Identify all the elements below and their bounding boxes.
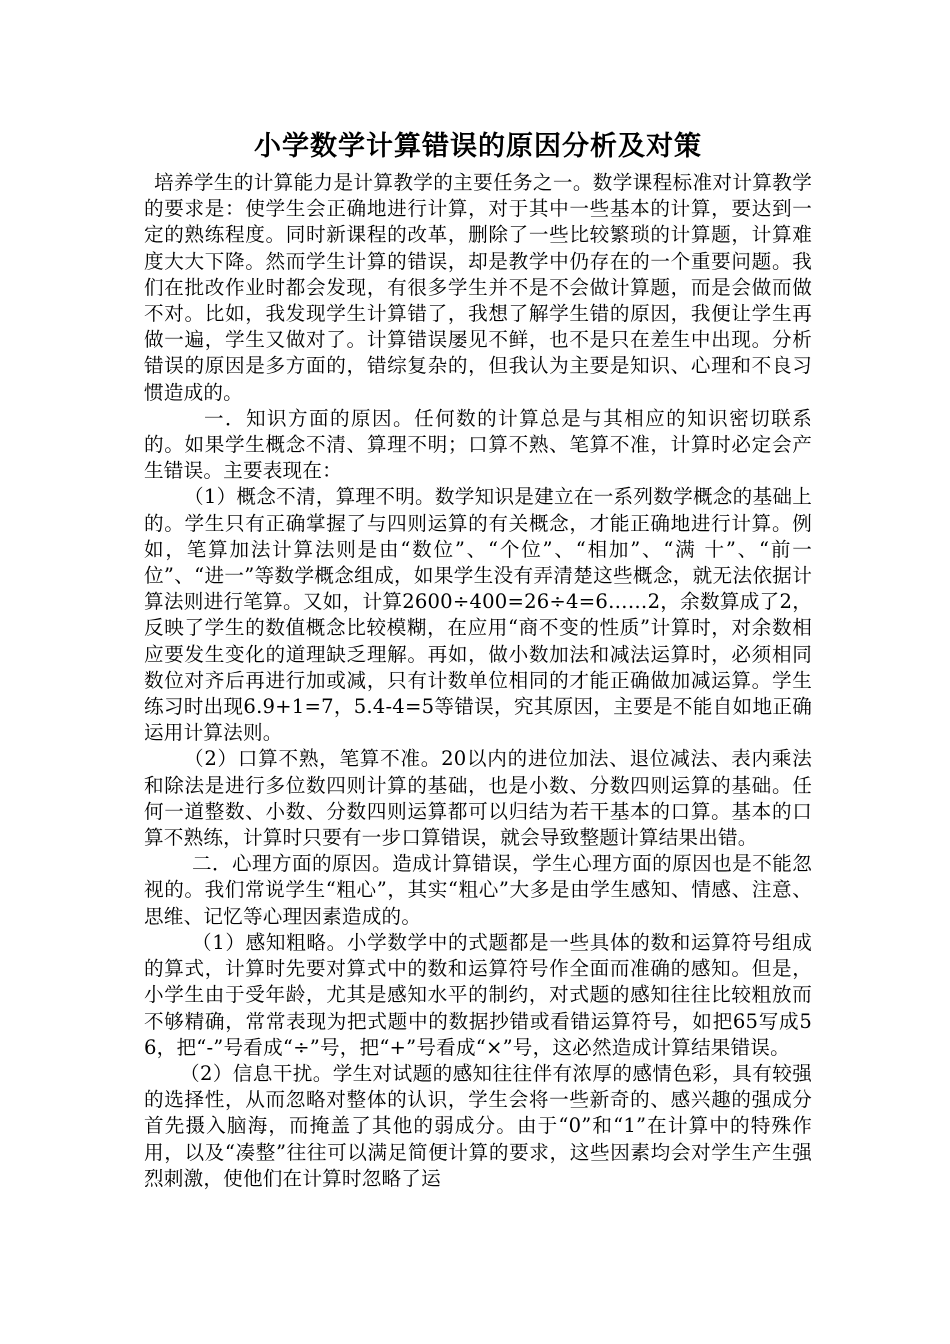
document-page bbox=[144, 128, 812, 1192]
paragraph-section-2: 二．心理方面的原因。造成计算错误，学生心理方面的原因也是不能忽视的。我们常说学生“粗心”，其实“粗心”大多是由学生感知、情感、注意、思维、记忆等心理因素造成的。 bbox=[144, 852, 812, 928]
paragraph-section-1-item-1: （1）概念不清，算理不明。数学知识是建立在一系列数学概念的基础上的。学生只有正确掌握了与四则运算的有关概念，才能正确地进行计算。例如，笔算加法计算法则是由“数位”、“个位”、“相加”、“满 十”、“前一位”、“进一”等数学概念组成，如果学生没有弄清楚这些概念，就无法依据计算法则进行笔算。又如，计算2600÷400=26÷4=6……2，余数算成了2，反映了学生的数值概念比较模糊，在应用“商不变的性质”计算时，对余数相应要发生变化的道理缺乏理解。再如，做小数加法和减法运算时，必须相同数位对齐后再进行加或减，只有计数单位相同的才能正确做加减运算。学生练习时出现6.9+1=7，5.4-4=5等错误，究其原因，主要是不能自如地正确运用计算法则。 bbox=[144, 485, 812, 745]
paragraph-section-2-item-2: （2）信息干扰。学生对试题的感知往往伴有浓厚的感情色彩，具有较强的选择性，从而忽略对整体的认识，学生会将一些新奇的、感兴趣的强成分首先摄入脑海，而掩盖了其他的弱成分。由于“0”和“1”在计算中的特殊作用，以及“凑整”往往可以满足简便计算的要求，这些因素均会对学生产生强烈刺激，使他们在计算时忽略了运 bbox=[144, 1061, 812, 1190]
document-title: 小学数学计算错误的原因分析及对策 bbox=[254, 131, 702, 162]
paragraph-section-1-item-2: （2）口算不熟，笔算不准。20以内的进位加法、退位减法、表内乘法和除法是进行多位数四则计算的基础，也是小数、分数四则运算的基础。任何一道整数、小数、分数四则运算都可以归结为若干基本的口算。基本的口算不熟练，计算时只要有一步口算错误，就会导致整题计算结果出错。 bbox=[144, 747, 812, 850]
paragraph-section-1: 一．知识方面的原因。任何数的计算总是与其相应的知识密切联系的。如果学生概念不清、算理不明；口算不熟、笔算不准，计算时必定会产生错误。主要表现在： bbox=[144, 406, 812, 483]
paragraph-intro: 培养学生的计算能力是计算教学的主要任务之一。数学课程标准对计算教学的要求是：使学生会正确地进行计算，对于其中一些基本的计算，要达到一定的熟练程度。同时新课程的改革，删除了一些比较繁琐的计算题，计算难度大大下降。然而学生计算的错误，却是教学中仍存在的一个重要问题。我们在批改作业时都会发现，有很多学生并不是不会做计算题，而是会做而做不对。比如，我发现学生计算错了，我想了解学生错的原因，我便让学生再做一遍，学生又做对了。计算错误屡见不鲜，也不是只在差生中出现。分析错误的原因是多方面的，错综复杂的，但我认为主要是知识、心理和不良习惯造成的。 bbox=[144, 171, 812, 404]
paragraph-section-2-item-1: （1）感知粗略。小学数学中的式题都是一些具体的数和运算符号组成的算式，计算时先要对算式中的数和运算符号作全面而准确的感知。但是，小学生由于受年龄，尤其是感知水平的制约，对式题的感知往往比较粗放而不够精确，常常表现为把式题中的数据抄错或看错运算符号，如把65写成56，把“-”号看成“÷”号，把“+”号看成“×”号，这必然造成计算结果错误。 bbox=[144, 930, 812, 1059]
